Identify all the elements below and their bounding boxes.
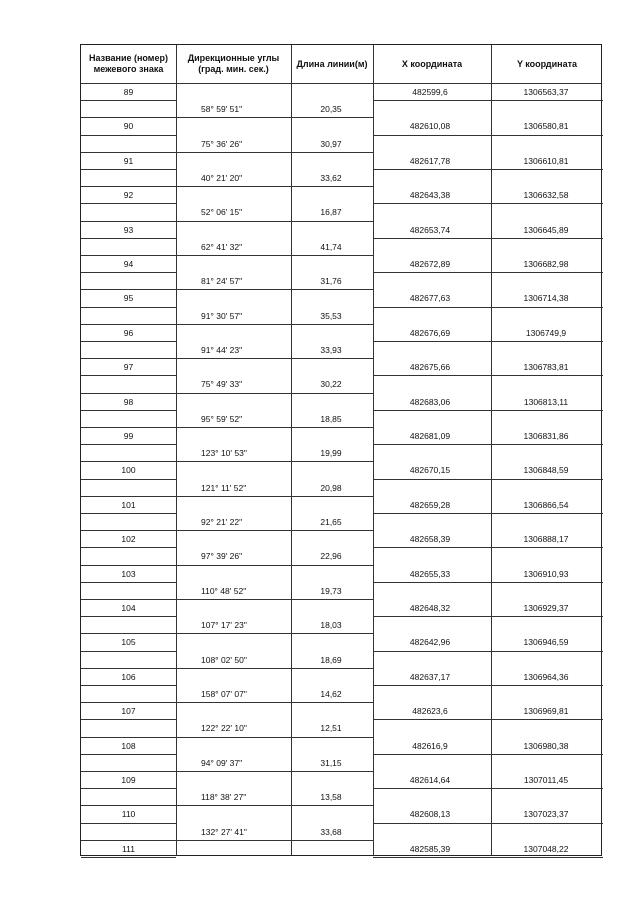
header-direction-angle: Дирекционные углы (град. мин. сек.): [187, 53, 280, 74]
row-divider: [176, 633, 373, 634]
y-coordinate: 1306946,59: [523, 637, 569, 648]
x-coordinate: 482681,09: [409, 431, 451, 441]
header-point-name: Название (номер) межевого знака: [89, 53, 168, 74]
row-divider: [81, 857, 176, 858]
x-coordinate: 482599,6: [412, 87, 448, 97]
row-divider: [81, 479, 176, 480]
point-name: 105: [121, 637, 136, 648]
row-divider: [81, 255, 176, 256]
line-length: 30,22: [320, 379, 342, 390]
direction-angle: 94° 09' 37": [201, 757, 243, 768]
direction-angle: 121° 11' 52": [201, 482, 247, 493]
y-coordinate: 1306645,89: [523, 224, 569, 235]
row-divider: [373, 857, 603, 858]
row-divider: [81, 117, 176, 118]
point-name: 100: [121, 465, 136, 476]
row-divider: [176, 427, 373, 428]
line-length: 13,58: [320, 792, 342, 803]
row-divider: [176, 461, 373, 462]
direction-angle: 95° 59' 52": [201, 413, 243, 424]
direction-angle: 91° 30' 57": [201, 310, 243, 321]
row-divider: [176, 117, 373, 118]
direction-angle: 75° 49' 33": [201, 379, 243, 390]
line-length: 16,87: [320, 207, 342, 218]
line-length: 33,62: [320, 173, 342, 183]
row-divider: [81, 788, 176, 789]
line-length: 21,65: [320, 517, 342, 527]
row-divider: [176, 565, 373, 566]
line-length: 20,35: [320, 104, 342, 115]
x-coordinate: 482614,64: [409, 775, 451, 785]
row-divider: [81, 358, 176, 359]
row-divider: [373, 823, 603, 824]
x-coordinate: 482675,66: [409, 362, 451, 373]
row-divider: [81, 633, 176, 634]
direction-angle: 158° 07' 07": [201, 689, 247, 699]
row-divider: [81, 375, 176, 376]
row-divider: [176, 324, 373, 325]
column-divider: [176, 45, 177, 855]
row-divider: [373, 307, 603, 308]
row-divider: [373, 547, 603, 548]
point-name: 107: [121, 706, 136, 717]
row-divider: [81, 496, 176, 497]
y-coordinate: 1306813,11: [523, 396, 569, 407]
row-divider: [176, 186, 373, 187]
row-divider: [81, 444, 176, 445]
x-coordinate: 482655,33: [409, 568, 451, 579]
y-coordinate: 1306563,37: [523, 87, 569, 97]
x-coordinate: 482608,13: [409, 809, 451, 820]
row-divider: [176, 737, 373, 738]
header-x-coordinate: X координата: [401, 58, 463, 69]
y-coordinate: 1307011,45: [523, 775, 569, 785]
row-divider: [81, 203, 176, 204]
y-coordinate: 1306610,81: [523, 155, 569, 166]
row-divider: [81, 221, 176, 222]
x-coordinate: 482677,63: [409, 293, 451, 304]
header-divider: [81, 83, 601, 84]
row-divider: [81, 427, 176, 428]
point-name: 103: [121, 568, 136, 579]
line-length: 12,51: [320, 723, 342, 734]
line-length: 31,76: [320, 276, 342, 287]
column-divider: [491, 45, 492, 855]
row-divider: [81, 582, 176, 583]
x-coordinate: 482617,78: [409, 155, 451, 166]
row-divider: [81, 599, 176, 600]
direction-angle: 40° 21' 20": [201, 173, 243, 183]
row-divider: [176, 702, 373, 703]
row-divider: [373, 479, 603, 480]
row-divider: [81, 651, 176, 652]
row-divider: [176, 805, 373, 806]
direction-angle: 81° 24' 57": [201, 276, 243, 287]
header-line-length: Длина линии(м): [296, 58, 368, 69]
x-coordinate: 482642,96: [409, 637, 451, 648]
y-coordinate: 1306632,58: [523, 190, 569, 201]
line-length: 19,73: [320, 585, 342, 596]
row-divider: [81, 513, 176, 514]
row-divider: [176, 221, 373, 222]
point-name: 98: [123, 396, 134, 407]
row-divider: [81, 324, 176, 325]
row-divider: [81, 100, 176, 101]
x-coordinate: 482658,39: [409, 534, 451, 545]
x-coordinate: 482672,89: [409, 259, 451, 269]
y-coordinate: 1306866,54: [523, 499, 569, 510]
y-coordinate: 1306682,98: [523, 259, 569, 269]
y-coordinate: 1306714,38: [523, 293, 569, 304]
coordinates-table: [80, 44, 602, 856]
row-divider: [373, 513, 603, 514]
row-divider: [176, 668, 373, 669]
y-coordinate: 1306964,36: [523, 671, 569, 682]
direction-angle: 91° 44' 23": [201, 345, 243, 355]
row-divider: [81, 461, 176, 462]
row-divider: [81, 152, 176, 153]
row-divider: [81, 530, 176, 531]
row-divider: [81, 238, 176, 239]
column-divider: [373, 45, 374, 855]
direction-angle: 52° 06' 15": [201, 207, 243, 218]
point-name: 111: [122, 843, 135, 854]
header-y-coordinate: Y координата: [516, 58, 578, 69]
y-coordinate: 1306848,59: [523, 465, 569, 476]
row-divider: [81, 393, 176, 394]
y-coordinate: 1307048,22: [523, 843, 569, 854]
direction-angle: 92° 21' 22": [201, 517, 243, 527]
y-coordinate: 1307023,37: [523, 809, 569, 820]
point-name: 97: [123, 362, 134, 373]
row-divider: [373, 272, 603, 273]
x-coordinate: 482616,9: [412, 740, 448, 751]
x-coordinate: 482643,38: [409, 190, 451, 201]
point-name: 93: [123, 224, 134, 235]
point-name: 109: [121, 775, 136, 785]
row-divider: [176, 771, 373, 772]
row-divider: [373, 341, 603, 342]
row-divider: [176, 599, 373, 600]
row-divider: [81, 805, 176, 806]
direction-angle: 132° 27' 41": [201, 826, 247, 837]
row-divider: [373, 410, 603, 411]
row-divider: [81, 737, 176, 738]
row-divider: [373, 788, 603, 789]
x-coordinate: 482670,15: [409, 465, 451, 476]
point-name: 101: [121, 499, 136, 510]
row-divider: [373, 719, 603, 720]
x-coordinate: 482683,06: [409, 396, 451, 407]
line-length: 22,96: [320, 551, 342, 562]
y-coordinate: 1306980,38: [523, 740, 569, 751]
row-divider: [81, 272, 176, 273]
point-name: 104: [121, 603, 136, 613]
row-divider: [176, 358, 373, 359]
row-divider: [81, 616, 176, 617]
row-divider: [176, 152, 373, 153]
row-divider: [176, 496, 373, 497]
line-length: 33,68: [320, 826, 342, 837]
line-length: 31,15: [320, 757, 342, 768]
point-name: 91: [123, 155, 134, 166]
row-divider: [81, 565, 176, 566]
point-name: 95: [123, 293, 134, 304]
row-divider: [373, 375, 603, 376]
point-name: 108: [121, 740, 136, 751]
line-length: 19,99: [320, 448, 342, 459]
y-coordinate: 1306749,9: [525, 327, 567, 338]
x-coordinate: 482585,39: [409, 843, 451, 854]
row-divider: [81, 307, 176, 308]
row-divider: [81, 702, 176, 703]
y-coordinate: 1306580,81: [523, 121, 569, 132]
row-divider: [81, 289, 176, 290]
row-divider: [176, 840, 373, 841]
row-divider: [81, 685, 176, 686]
row-divider: [373, 203, 603, 204]
point-name: 102: [121, 534, 136, 545]
row-divider: [176, 289, 373, 290]
direction-angle: 58° 59' 51": [201, 104, 243, 115]
direction-angle: 110° 48' 52": [201, 585, 247, 596]
row-divider: [81, 823, 176, 824]
direction-angle: 122° 22' 10": [201, 723, 247, 734]
row-divider: [373, 616, 603, 617]
row-divider: [176, 255, 373, 256]
point-name: 110: [121, 809, 136, 820]
row-divider: [81, 547, 176, 548]
row-divider: [81, 719, 176, 720]
row-divider: [176, 393, 373, 394]
direction-angle: 107° 17' 23": [201, 620, 247, 631]
x-coordinate: 482637,17: [409, 671, 451, 682]
row-divider: [373, 100, 603, 101]
x-coordinate: 482653,74: [409, 224, 451, 235]
line-length: 30,97: [320, 138, 342, 149]
row-divider: [176, 530, 373, 531]
line-length: 18,85: [320, 413, 342, 424]
line-length: 14,62: [320, 689, 342, 699]
point-name: 90: [123, 121, 134, 132]
row-divider: [81, 341, 176, 342]
direction-angle: 75° 36' 26": [201, 138, 243, 149]
point-name: 106: [121, 671, 136, 682]
line-length: 18,69: [320, 654, 342, 665]
y-coordinate: 1306783,81: [523, 362, 569, 373]
row-divider: [373, 238, 603, 239]
line-length: 41,74: [320, 241, 342, 252]
x-coordinate: 482659,28: [409, 499, 451, 510]
row-divider: [373, 444, 603, 445]
row-divider: [81, 186, 176, 187]
y-coordinate: 1306969,81: [523, 706, 569, 717]
line-length: 35,53: [320, 310, 342, 321]
y-coordinate: 1306929,37: [523, 603, 569, 613]
line-length: 18,03: [320, 620, 342, 631]
direction-angle: 108° 02' 50": [201, 654, 247, 665]
line-length: 33,93: [320, 345, 342, 355]
row-divider: [81, 135, 176, 136]
row-divider: [373, 169, 603, 170]
row-divider: [81, 840, 176, 841]
row-divider: [81, 771, 176, 772]
point-name: 92: [123, 190, 134, 201]
y-coordinate: 1306910,93: [523, 568, 569, 579]
row-divider: [81, 410, 176, 411]
row-divider: [81, 169, 176, 170]
row-divider: [81, 668, 176, 669]
row-divider: [373, 754, 603, 755]
y-coordinate: 1306831,86: [523, 431, 569, 441]
direction-angle: 118° 38' 27": [201, 792, 247, 803]
point-name: 94: [123, 259, 134, 269]
direction-angle: 123° 10' 53": [201, 448, 247, 459]
x-coordinate: 482648,32: [409, 603, 451, 613]
x-coordinate: 482676,69: [409, 327, 451, 338]
point-name: 99: [123, 431, 134, 441]
x-coordinate: 482623,6: [412, 706, 448, 717]
line-length: 20,98: [320, 482, 342, 493]
direction-angle: 97° 39' 26": [201, 551, 243, 562]
row-divider: [373, 651, 603, 652]
x-coordinate: 482610,08: [409, 121, 451, 132]
row-divider: [81, 754, 176, 755]
row-divider: [373, 135, 603, 136]
y-coordinate: 1306888,17: [523, 534, 569, 545]
point-name: 96: [123, 327, 134, 338]
row-divider: [373, 582, 603, 583]
point-name: 89: [123, 87, 134, 97]
direction-angle: 62° 41' 32": [201, 241, 243, 252]
row-divider: [373, 685, 603, 686]
